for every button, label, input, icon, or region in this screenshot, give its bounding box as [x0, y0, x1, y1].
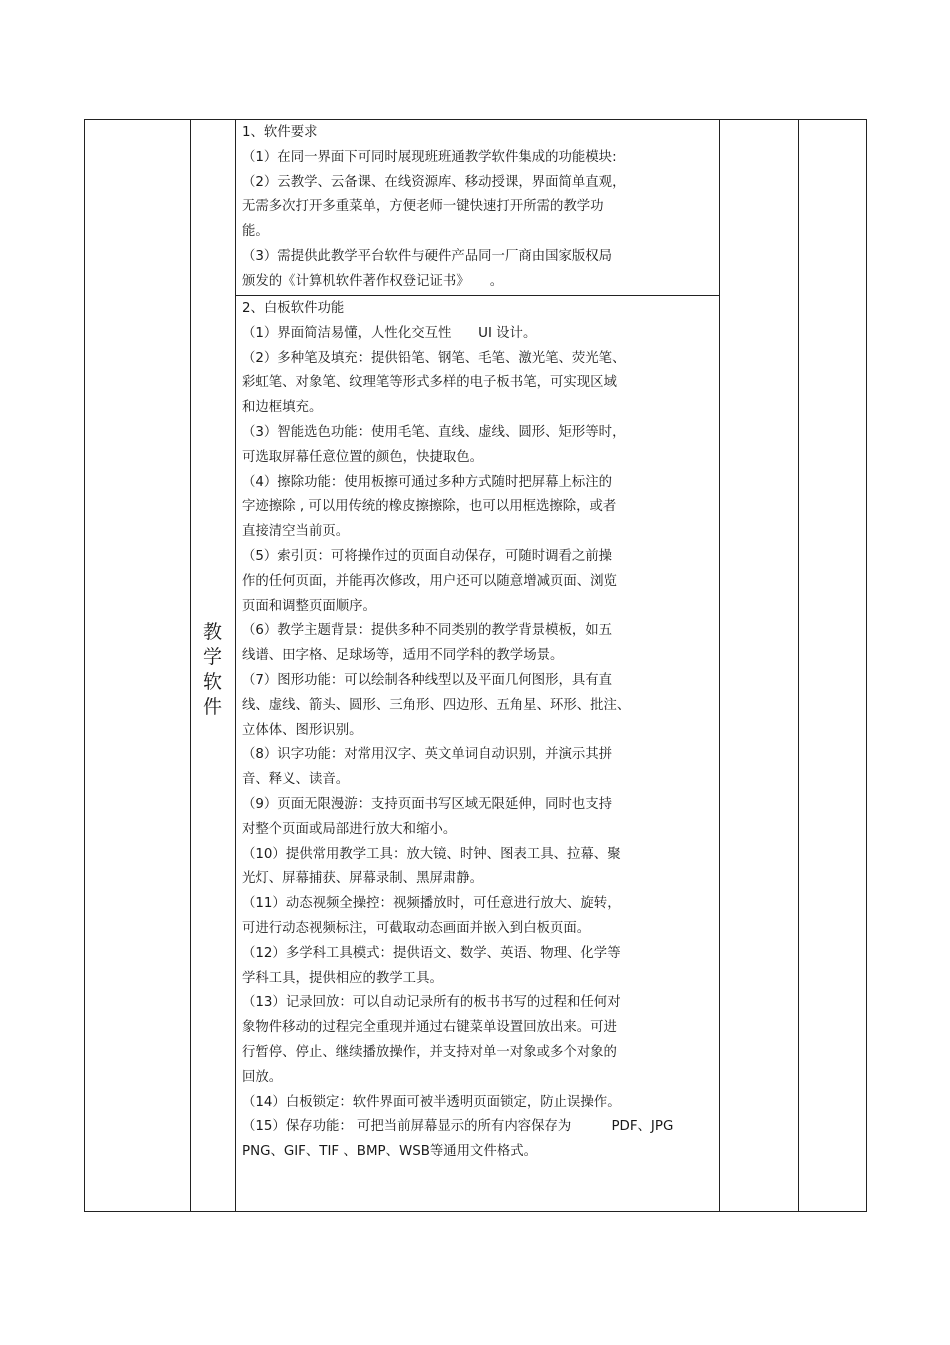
text-line: 可进行动态视频标注，可截取动态画面并嵌入到白板页面。: [242, 920, 591, 936]
category-char: 学: [202, 646, 222, 668]
text-line: 字迹擦除 , 可以用传统的橡皮擦擦除，也可以用框选擦除，或者: [242, 499, 617, 515]
spec-table: [84, 119, 867, 1212]
text-line: 可选取屏幕任意位置的颜色，快捷取色。: [242, 449, 484, 465]
category-cell: [190, 620, 235, 720]
text-line: 和边框填充。: [242, 400, 323, 416]
text-line: 直接清空当前页。: [242, 524, 350, 540]
text-line: 线、虚线、箭头、圆形、三角形、四边形、五角星、环形、批注、: [242, 697, 631, 713]
column-divider: [235, 120, 236, 1211]
text-line: （1）在同一界面下可同时展现班班通教学软件集成的功能模块:: [242, 149, 617, 165]
text-line: 音、释义、读音。: [242, 772, 350, 788]
text-line: （3）智能选色功能：使用毛笔、直线、虚线、圆形、矩形等时，: [242, 424, 626, 440]
text-line: （5）索引页：可将操作过的页面自动保存，可随时调看之前操: [242, 548, 613, 564]
text-line: （9）页面无限漫游：支持页面书写区域无限延伸，同时也支持: [242, 796, 613, 812]
text-line: 学科工具，提供相应的教学工具。: [242, 970, 443, 986]
text-line: 光灯、屏幕捕获、屏幕录制、黑屏肃静。: [242, 871, 484, 887]
section-heading: 1、软件要求: [242, 125, 318, 140]
text-line: PNG、GIF、TIF 、BMP、WSB等通用文件格式。: [242, 1144, 538, 1160]
text-line: 彩虹笔、对象笔、纹理笔等形式多样的电子板书笔，可实现区域: [242, 375, 617, 391]
text-line: （12）多学科工具模式：提供语文、数学、英语、物理、化学等: [242, 945, 621, 961]
software-requirements-cell: [242, 121, 720, 295]
text-line: 颁发的《计算机软件著作权登记证书》 。: [242, 273, 504, 289]
text-line: 线谱、田字格、足球场等，适用不同学科的教学场景。: [242, 648, 564, 664]
text-line: 象物件移动的过程完全重现并通过右键菜单设置回放出来。可进: [242, 1020, 617, 1036]
text-line: 立体体、图形识别。: [242, 722, 363, 738]
text-line: （8）识字功能：对常用汉字、英文单词自动识别，并演示其拼: [242, 747, 613, 763]
text-line: （15）保存功能： 可把当前屏幕显示的所有内容保存为 PDF、JPG: [242, 1119, 674, 1135]
text-line: （3）需提供此教学平台软件与硬件产品同一厂商由国家版权局: [242, 248, 613, 264]
text-line: 页面和调整页面顺序。: [242, 598, 376, 614]
whiteboard-functions-cell: [242, 297, 720, 1165]
text-line: 无需多次打开多重菜单，方便老师一键快速打开所需的教学功: [242, 199, 604, 215]
column-divider: [798, 120, 799, 1211]
text-line: （6）教学主题背景：提供多种不同类别的教学背景模板，如五: [242, 623, 613, 639]
text-line: （10）提供常用教学工具：放大镜、时钟、图表工具、拉幕、聚: [242, 846, 621, 862]
text-line: 能。: [242, 224, 269, 240]
text-line: 对整个页面或局部进行放大和缩小。: [242, 821, 457, 837]
text-line: （14）白板锁定：软件界面可被半透明页面锁定，防止误操作。: [242, 1094, 621, 1110]
category-char: 教: [202, 621, 222, 643]
text-line: 行暂停、停止、继续播放操作，并支持对单一对象或多个对象的: [242, 1044, 617, 1060]
text-line: （11）动态视频全操控：视频播放时，可任意进行放大、旋转，: [242, 896, 621, 912]
section-heading: 2、白板软件功能: [242, 301, 345, 316]
text-line: （4）擦除功能：使用板擦可通过多种方式随时把屏幕上标注的: [242, 474, 613, 490]
text-line: （1）界面简洁易懂，人性化交互性 UI 设计。: [242, 325, 537, 341]
row-divider: [235, 295, 719, 296]
text-line: （2）多种笔及填充：提供铅笔、钢笔、毛笔、激光笔、荧光笔、: [242, 350, 626, 366]
text-line: （13）记录回放：可以自动记录所有的板书书写的过程和任何对: [242, 995, 621, 1011]
text-line: （7）图形功能：可以绘制各种线型以及平面几何图形，具有直: [242, 672, 613, 688]
text-line: （2）云教学、云备课、在线资源库、移动授课，界面简单直观，: [242, 174, 626, 190]
category-char: 件: [202, 696, 222, 718]
text-line: 回放。: [242, 1069, 283, 1085]
category-char: 软: [202, 671, 222, 693]
text-line: 作的任何页面，并能再次修改，用户还可以随意增减页面、浏览: [242, 573, 617, 589]
